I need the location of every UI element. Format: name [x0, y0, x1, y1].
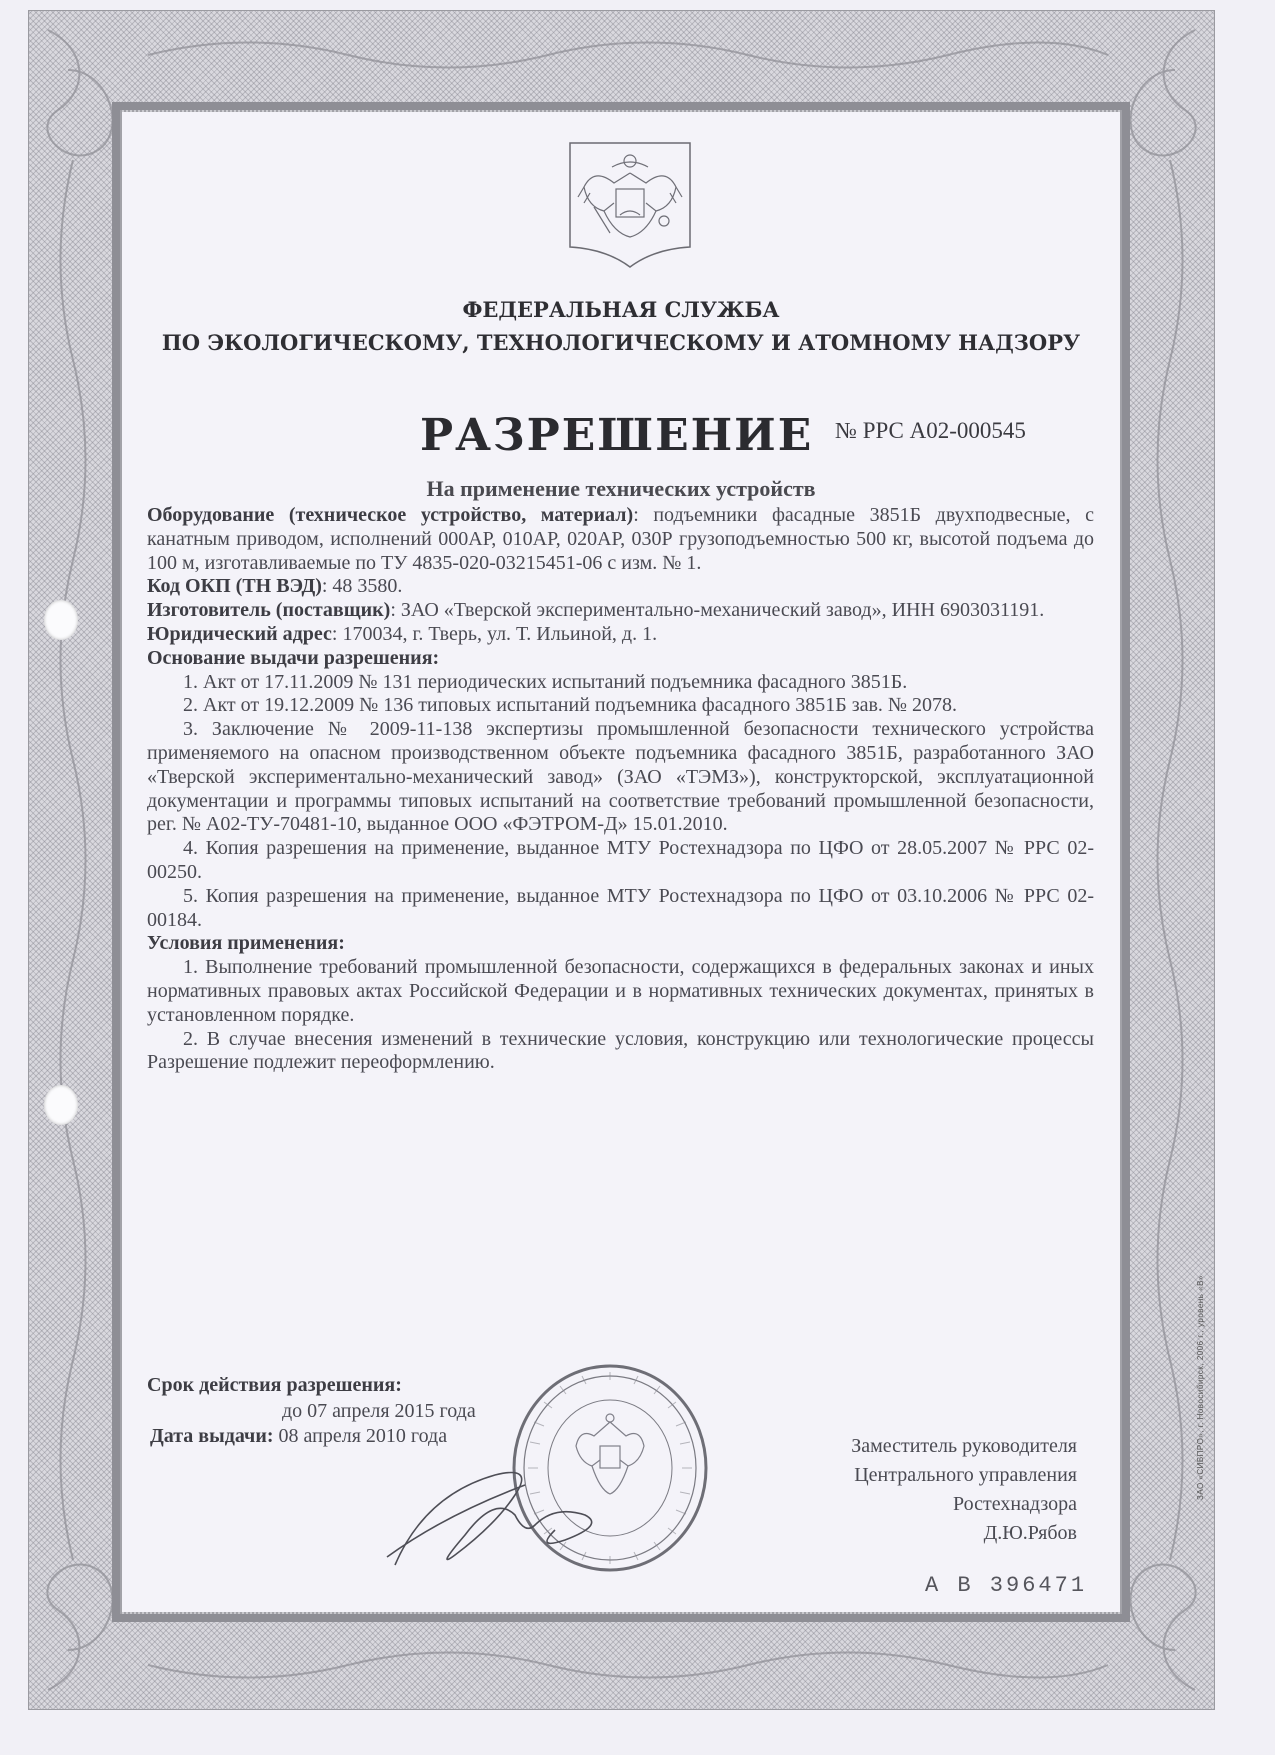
conditions-label: Условия применения:	[147, 932, 345, 955]
equipment-text: : подъемники фасадные 3851Б двухподвесные, с канатным приводом, исполнений 000АР, 010АР, 020АР, 030Р грузоподъемностью 500 кг, высотой подъема до 100 м, изготавливаемые по ТУ 4835-020-03215451-06 с изм. № 1.	[147, 504, 1094, 574]
okp-value: : 48 3580.	[321, 575, 403, 598]
issue-value: 08 апреля 2010 года	[273, 1425, 448, 1447]
okp-label: Код ОКП (ТН ВЭД)	[147, 575, 322, 598]
condition-item: 2. В случае внесения изменений в технические условия, конструкцию или технологические процессы Разрешение подлежит переоформлению.	[147, 1027, 1094, 1074]
signer-agency: Ростехнадзора	[952, 1493, 1077, 1515]
basis-label: Основание выдачи разрешения:	[147, 646, 440, 669]
agency-name-line1: ФЕДЕРАЛЬНАЯ СЛУЖБА	[462, 297, 780, 322]
validity-label: Срок действия разрешения:	[147, 1374, 402, 1396]
basis-item: 3. Заключение № 2009-11-138 экспертизы промышленной безопасности технического устройства применяемого на опасном производственном объекте подъемника фасадного 3851Б, разработанного ЗАО «Тверской экспериментально-механический завод» (ЗАО «ТЭМЗ»), конструкторской, эксплуатационной документации и программы типовых испытаний на соответствие требований промышленной безопасности, рег. № А02-ТУ-70481-10, выданное ООО «ФЭТРОМ-Д» 15.01.2010.	[147, 718, 1094, 836]
manufacturer-paragraph	[147, 599, 1094, 623]
punch-hole	[44, 1085, 78, 1125]
punch-hole	[44, 600, 78, 640]
manufacturer-label: Изготовитель (поставщик)	[147, 599, 391, 622]
okp-paragraph	[147, 575, 1094, 599]
printer-mark: ЗАО «СИБПРО», г. Новосибирск, 2006 г., уровень «В»	[1196, 1275, 1205, 1500]
address-paragraph	[147, 623, 1094, 647]
equipment-paragraph	[147, 504, 1094, 575]
issue-label: Дата выдачи:	[150, 1425, 274, 1447]
validity-block	[147, 1372, 476, 1424]
signer-position: Заместитель руководителя	[851, 1435, 1077, 1457]
basis-item: 1. Акт от 17.11.2009 № 131 периодических испытаний подъемника фасадного 3851Б.	[183, 670, 908, 693]
signer-department: Центрального управления	[854, 1464, 1077, 1486]
document-subtitle: На применение технических устройств	[426, 476, 816, 501]
permit-number: № РРС А02-000545	[835, 418, 1026, 443]
issue-date-block	[150, 1425, 447, 1448]
basis-item: 4. Копия разрешения на применение, выданное МТУ Ростехнадзора по ЦФО от 28.05.2007 № РРС 02-00250.	[147, 837, 1094, 883]
equipment-label: Оборудование (техническое устройство, материал)	[147, 504, 634, 526]
signature	[385, 1455, 615, 1575]
coat-of-arms-icon	[564, 137, 696, 269]
document-body	[147, 504, 1094, 1075]
condition-item: 1. Выполнение требований промышленной безопасности, содержащихся в федеральных законах и иных нормативных правовых актах Российской Федерации и в нормативных технических документах, принятых в установленном порядке.	[147, 956, 1094, 1026]
address-label: Юридический адрес	[147, 622, 332, 645]
address-value: : 170034, г. Тверь, ул. Т. Ильиной, д. 1.	[331, 622, 658, 645]
document-title: РАЗРЕШЕНИЕ	[420, 410, 814, 461]
validity-value: до 07 апреля 2015 года	[282, 1400, 476, 1422]
signer-name: Д.Ю.Рябов	[983, 1522, 1077, 1544]
manufacturer-value: : ЗАО «Тверской экспериментально-механический завод», ИНН 6903031191.	[390, 599, 1045, 622]
basis-item: 2. Акт от 19.12.2009 № 136 типовых испытаний подъемника фасадного 3851Б зав. № 2078.	[183, 694, 957, 717]
form-serial-number: А В 396471	[925, 1573, 1088, 1598]
basis-item: 5. Копия разрешения на применение, выданное МТУ Ростехнадзора по ЦФО от 03.10.2006 № РРС 02-00184.	[147, 884, 1094, 931]
agency-name-line2: ПО ЭКОЛОГИЧЕСКОМУ, ТЕХНОЛОГИЧЕСКОМУ И АТОМНОМУ НАДЗОРУ	[161, 330, 1081, 355]
signer-block	[851, 1432, 1077, 1548]
